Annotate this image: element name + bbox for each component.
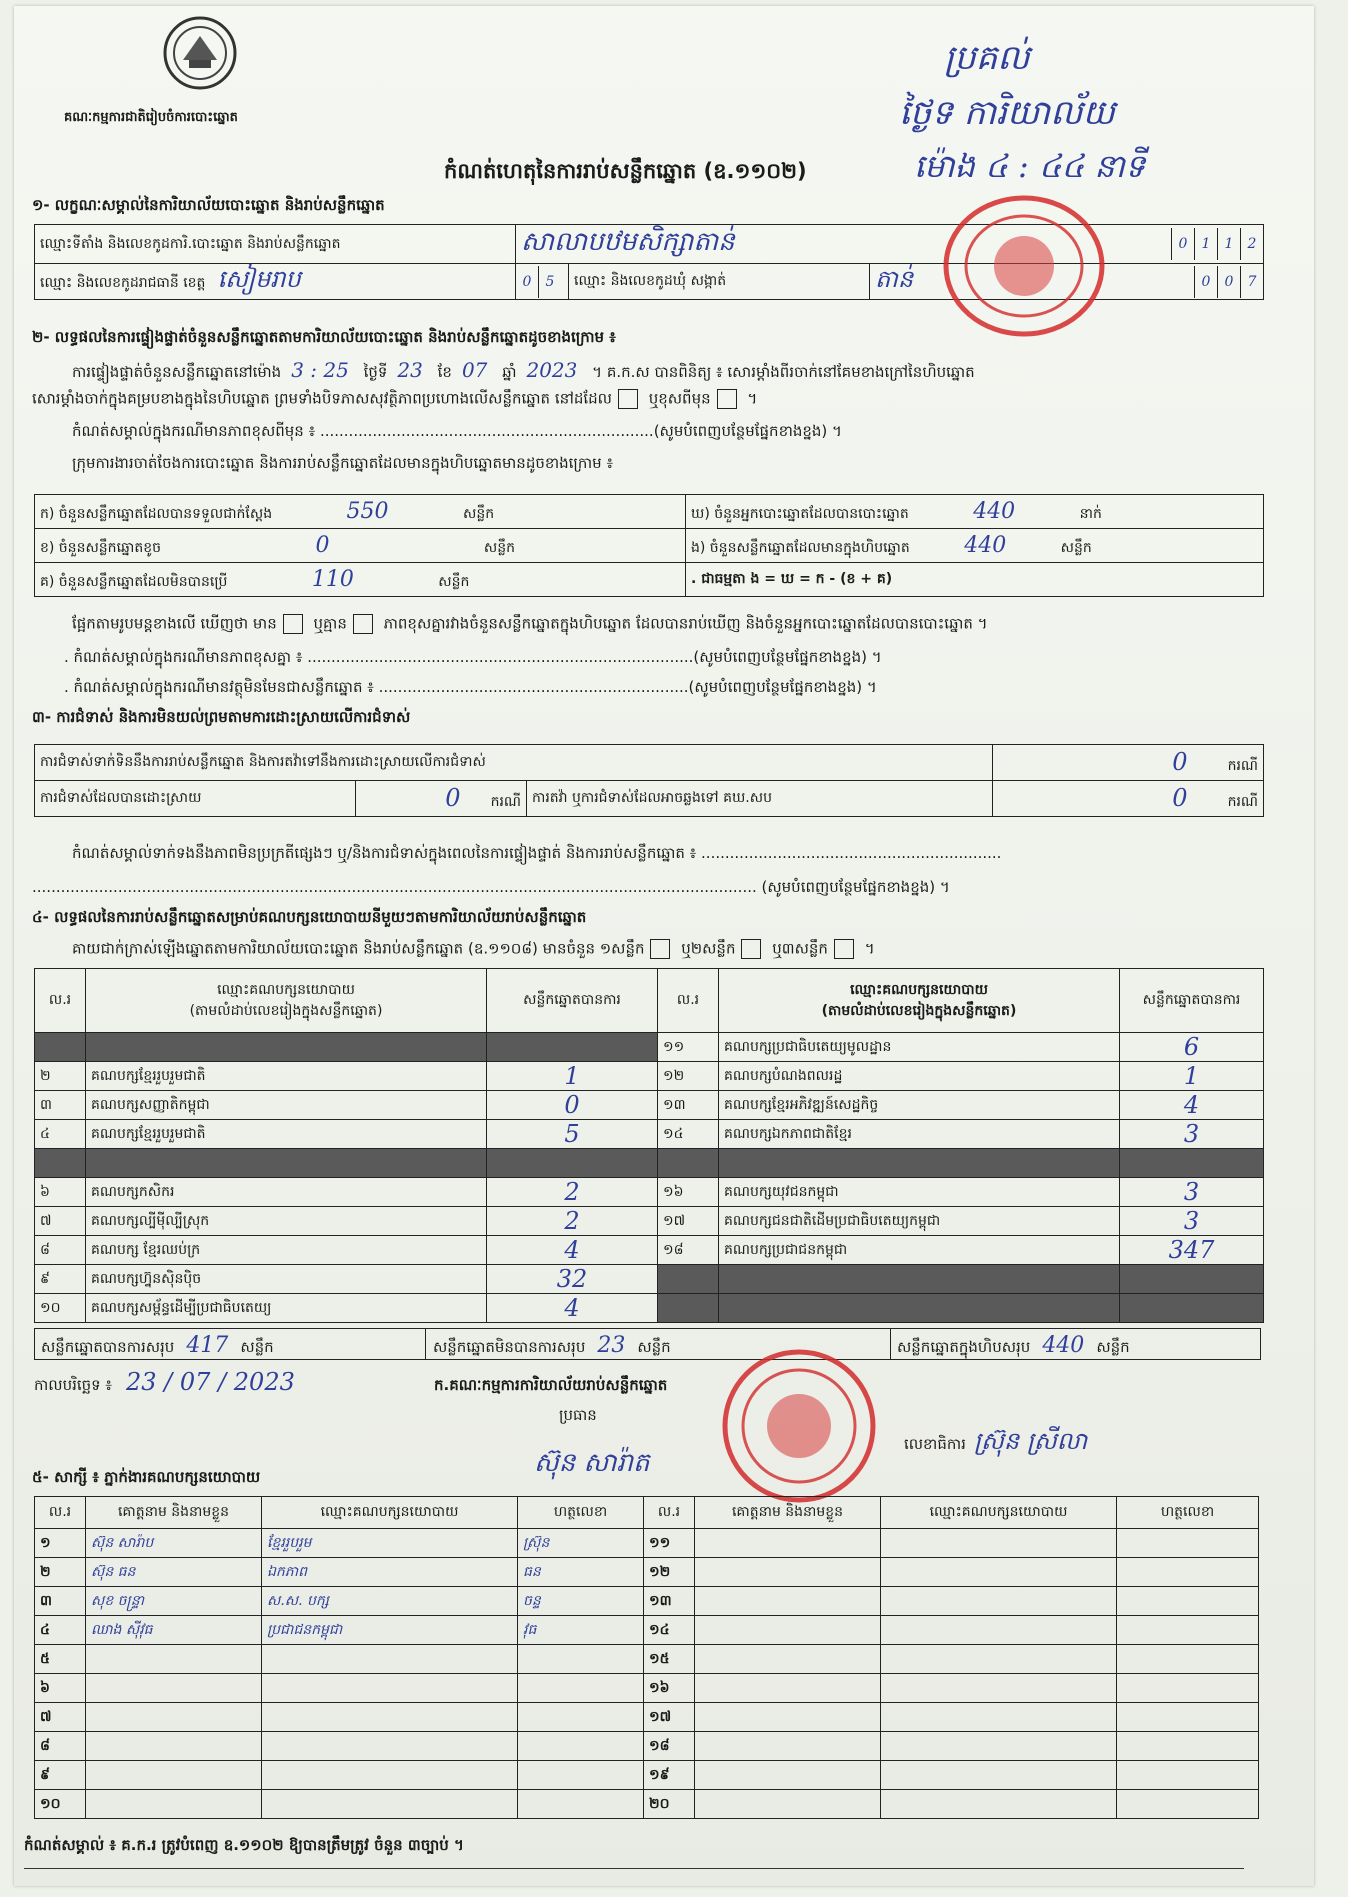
party-votes-cell: 4 [487,1294,658,1323]
witness-name-cell [695,1645,881,1674]
party-votes-cell: 1 [1120,1062,1264,1091]
w-col-sign-right: ហត្ថលេខា [1117,1497,1259,1529]
party-votes-cell: 3 [1120,1207,1264,1236]
witness-row [35,1558,1259,1587]
party-name-cell: គណបក្សខ្មែររួបរួមជាតិ [86,1120,487,1149]
party-row [35,1294,1264,1323]
witness-name-cell [695,1674,881,1703]
party-name-cell: គណបក្សខ្មែររួបរួមជាតិ [86,1062,487,1091]
witness-name-cell [86,1732,262,1761]
witness-no-cell: ៧ [35,1703,86,1732]
witness-party-cell [881,1616,1117,1645]
witness-name-cell [86,1645,262,1674]
total-valid: សន្លឹកឆ្នោតបានការសរុប 417 សន្លឹក [41,1333,274,1358]
party-votes-cell: 4 [487,1236,658,1265]
foreign-object-remark: . កំណត់សម្គាល់ក្នុងករណីមានវត្ថុមិនមែនជាសន្លឹកឆ្នោត ៖ .................................................................(សូមបំពេញបន្ថែមផ្នែកខាងខ្នង) ។ [64,678,877,696]
party-votes-cell: 1 [487,1062,658,1091]
witness-row [35,1732,1259,1761]
witness-no-cell: ៦ [35,1674,86,1703]
received-ballots: ក) ចំនួនសន្លឹកឆ្នោតដែលបានទទួលជាក់ស្ដែង 550 សន្លឹក [35,495,686,529]
witness-sign-cell: ស្រ៊ុន [518,1529,644,1558]
complaints-value: 0 ករណី [993,745,1264,781]
witness-name-cell: ឈាង ស៊ីវុធ [86,1616,262,1645]
party-results-table [34,968,1264,1323]
party-no-cell: ១៨ [658,1236,719,1265]
location-label: ឈ្មោះទីតាំង និងលេខកូដការិ.បោះឆ្នោត និងរាប់សន្លឹកឆ្នោត [35,225,516,264]
witness-no-cell: ១៧ [644,1703,695,1732]
witness-no-cell: ២០ [644,1790,695,1819]
witness-party-cell [881,1674,1117,1703]
party-name-cell: គណបក្សហ្វ៊ុនស៊ិនប៉ិច [86,1265,487,1294]
changed-checkbox[interactable] [717,389,737,409]
witness-party-cell [881,1761,1117,1790]
party-name-cell: គណបក្សយុវជនកម្ពុជា [719,1178,1120,1207]
party-row [35,1236,1264,1265]
commune-value: តាន់ [870,264,1164,300]
party-votes-cell: 2 [487,1178,658,1207]
witness-no-cell: ១ [35,1529,86,1558]
spoiled-ballots: ខ) ចំនួនសន្លឹកឆ្នោតខូច 0 សន្លឹក [35,529,686,563]
witness-no-cell: ៨ [35,1732,86,1761]
party-row [35,1033,1264,1062]
party-votes-cell: 5 [487,1120,658,1149]
party-votes-cell: 347 [1120,1236,1264,1265]
party-name-cell: គណបក្សសញ្ញាតិកម្ពុជា [86,1091,487,1120]
witness-name-cell [695,1703,881,1732]
witness-sign-cell [1117,1674,1259,1703]
witness-sign-cell [518,1790,644,1819]
party-row [35,1207,1264,1236]
witness-table [34,1496,1259,1819]
witness-sign-cell [518,1732,644,1761]
witness-party-cell: ខ្មែររួបរួម [262,1529,518,1558]
lock-check-line: សោរម្ដាំងចាក់ក្នុងគម្របខាងក្នុងនៃហិបឆ្នោត ព្រមទាំងបិទភាសសុវត្ថិភាពប្រហោងលើសន្លឹកឆ្នោត នៅដដែល ឬខុសពីមុន ។ [32,389,758,408]
unused-ballots: គ) ចំនួនសន្លឹកឆ្នោតដែលមិនបានប្រើ 110 សន្លឹក [35,563,686,597]
witness-row [35,1674,1259,1703]
nec-emblem-icon [161,14,239,92]
witness-sign-cell [1117,1558,1259,1587]
w-col-party-left: ឈ្មោះគណបក្សនយោបាយ [262,1497,518,1529]
witness-sign-cell: ធន [518,1558,644,1587]
w-col-name-right: គោត្តនាម និងនាមខ្លួន [695,1497,881,1529]
official-stamp-icon [939,191,1109,341]
witness-name-cell [86,1674,262,1703]
witness-row [35,1790,1259,1819]
witness-sign-cell: វុធ [518,1616,644,1645]
witness-name-cell [695,1558,881,1587]
irregularity-note: កំណត់សម្គាល់ទាក់ទងនឹងភាពមិនប្រក្រតីផ្សេងៗ ឬ/និងការជំទាស់ក្នុងពេលនៃការផ្ទៀងផ្ទាត់ និងការរាប់សន្លឹកឆ្នោត ៖ ............................................................... [72,844,1002,862]
party-votes-cell: 6 [1120,1033,1264,1062]
party-no-cell: ១៣ [658,1091,719,1120]
witness-sign-cell [518,1703,644,1732]
party-no-cell: ១៧ [658,1207,719,1236]
party-name-cell: គណបក្សខ្មែរអភិវឌ្ឍន៍សេដ្ឋកិច្ច [719,1091,1120,1120]
witness-name-cell [86,1703,262,1732]
col-votes-right: សន្លឹកឆ្នោតបានការ [1120,969,1264,1033]
chair-label: ប្រធាន [559,1406,597,1424]
witness-no-cell: ១៤ [644,1616,695,1645]
witness-sign-cell [518,1645,644,1674]
witness-no-cell: ៥ [35,1645,86,1674]
party-votes-cell [487,1033,658,1062]
witness-name-cell [86,1790,262,1819]
witness-no-cell: ១៦ [644,1674,695,1703]
witness-sign-cell [1117,1732,1259,1761]
form-title: កំណត់ហេតុនៃការរាប់សន្លឹកឆ្នោត (ឧ.១១០២) [444,159,807,183]
province-label: ឈ្មោះ និងលេខកូដរាជធានី ខេត្ត សៀមរាប [35,264,516,300]
party-row [35,1178,1264,1207]
witness-row [35,1761,1259,1790]
witness-name-cell: ស៊ុន ធន [86,1558,262,1587]
handwritten-note-1: ប្រគល់ [944,38,1030,78]
party-votes-cell [1120,1265,1264,1294]
difference-check-line: ផ្អែកតាមរូបមន្តខាងលើ ឃើញថា មាន ឬគ្មាន ភាពខុសគ្នារវាងចំនួនសន្លឹកឆ្នោតក្នុងហិបឆ្នោត ដែលបានរាប់ឃើញ និងចំនួនអ្នកបោះឆ្នោតដែលបានបោះឆ្នោត ។ [72,614,988,633]
witness-party-cell [881,1790,1117,1819]
commune-code: 0 0 7 [1163,264,1264,300]
has-difference-checkbox[interactable] [283,614,303,634]
party-name-cell [719,1265,1120,1294]
witness-name-cell: ស៊ុន សារ៉ាប [86,1529,262,1558]
party-no-cell: ១៦ [658,1178,719,1207]
col-party-left: ឈ្មោះគណបក្សនយោបាយ (តាមលំដាប់លេខរៀងក្នុងសន្លឹកឆ្នោត) [86,969,487,1033]
section5-heading: ៥- សាក្សី ៖ ភ្នាក់ងារគណបក្សនយោបាយ [32,1468,261,1486]
complaints-label: ការជំទាស់ទាក់ទិននឹងការរាប់សន្លឹកឆ្នោត និងការតវ៉ាទៅនឹងការដោះស្រាយលើការជំទាស់ [35,745,993,781]
party-name-cell [86,1033,487,1062]
party-no-cell: ១១ [658,1033,719,1062]
party-name-cell: គណបក្សបំណងពលរដ្ឋ [719,1062,1120,1091]
witness-no-cell: ៤ [35,1616,86,1645]
handwritten-note-3: ម៉ោង ៤ : ៤៤ នាទី [914,147,1146,185]
three-sheet-checkbox[interactable] [834,939,854,959]
difference-note-line: កំណត់សម្គាល់ក្នុងករណីមានភាពខុសពីមុន ៖ ......................................................................(សូមបំពេញបន្ថែមផ្នែកខាងខ្នង) ។ [72,422,842,440]
escalated-label: ការតវ៉ា ឬការជំទាស់ដែលអាចឆ្លងទៅ គឃ.សប [527,781,993,817]
witness-row [35,1587,1259,1616]
total-invalid: សន្លឹកឆ្នោតមិនបានការសរុប 23 សន្លឹក [433,1333,671,1358]
witness-name-cell [86,1761,262,1790]
witness-party-cell [881,1732,1117,1761]
witness-name-cell [695,1761,881,1790]
witness-party-cell [881,1645,1117,1674]
party-votes-cell: 2 [487,1207,658,1236]
party-no-cell: ១៤ [658,1120,719,1149]
party-no-cell: ៧ [35,1207,86,1236]
committee-stamp-icon [719,1346,879,1506]
team-line: ក្រុមការងារចាត់ចែងការបោះឆ្នោត និងការរាប់សន្លឹកឆ្នោតដែលមានក្នុងហិបឆ្នោតមានដូចខាងក្រោម ៖ [72,454,614,472]
witness-row [35,1616,1259,1645]
party-no-cell: ៨ [35,1236,86,1265]
party-no-cell [658,1265,719,1294]
witness-party-cell [262,1703,518,1732]
party-name-cell: គណបក្សកសិករ [86,1178,487,1207]
election-form-page [14,6,1314,1886]
witness-name-cell [695,1790,881,1819]
party-no-cell: ៩ [35,1265,86,1294]
party-votes-cell: 32 [487,1265,658,1294]
party-no-cell: ១២ [658,1062,719,1091]
handwritten-note-2: ថ្ងៃទ ការិយាល័យ [899,93,1115,133]
section4-heading: ៤- លទ្ធផលនៃការរាប់សន្លឹកឆ្នោតសម្រាប់គណបក្សនយោបាយនីមួយៗតាមការិយាល័យរាប់សន្លឹកឆ្នោត [32,908,587,926]
party-name-cell: គណបក្សប្រជាធិបតេយ្យមូលដ្ឋាន [719,1033,1120,1062]
witness-sign-cell: ចន្ទ [518,1587,644,1616]
witness-party-cell [262,1761,518,1790]
section1-heading: ១- លក្ខណៈសម្គាល់នៃការិយាល័យបោះឆ្នោត និងរាប់សន្លឹកឆ្នោត [32,196,385,214]
w-col-sign-left: ហត្ថលេខា [518,1497,644,1529]
ballot-count-table [34,494,1264,597]
secretary-line: លេខាធិការ ស្រ៊ុន ស្រីលា [904,1427,1088,1455]
witness-name-cell: សុខ ចន្ទ្រា [86,1587,262,1616]
witness-no-cell: ១៥ [644,1645,695,1674]
witness-no-cell: ១២ [644,1558,695,1587]
witness-sign-cell [1117,1529,1259,1558]
party-name-cell: គណបក្ស ខ្មែរឈប់ក្រ [86,1236,487,1265]
party-name-cell: គណបក្សសម្ព័ន្ធដើម្បីប្រជាធិបតេយ្យ [86,1294,487,1323]
date-line: កាលបរិច្ឆេទ ៖ 23 / 07 / 2023 [34,1368,295,1396]
party-name-cell: គណបក្សល្បីម៉ីល្បីស្រុក [86,1207,487,1236]
witness-row [35,1703,1259,1732]
party-votes-cell [1120,1149,1264,1178]
witness-party-cell [262,1674,518,1703]
voters-count: ឃ) ចំនួនអ្នកបោះឆ្នោតដែលបានបោះឆ្នោត 440 នាក់ [686,495,1264,529]
witness-name-cell [695,1732,881,1761]
w-col-no-left: ល.រ [35,1497,86,1529]
party-row [35,1149,1264,1178]
difference-remark: . កំណត់សម្គាល់ក្នុងករណីមានភាពខុសគ្នា ៖ .................................................................................(សូមបំពេញបន្ថែមផ្នែកខាងខ្នង) ។ [64,648,882,666]
w-col-party-right: ឈ្មោះគណបក្សនយោបាយ [881,1497,1117,1529]
party-name-cell: គណបក្សឯកភាពជាតិខ្មែរ [719,1120,1120,1149]
resolved-label: ការជំទាស់ដែលបានដោះស្រាយ [35,781,356,817]
witness-sign-cell [1117,1616,1259,1645]
witness-no-cell: ១៣ [644,1587,695,1616]
witness-name-cell [695,1616,881,1645]
committee-label: ក.គណៈកម្មការការិយាល័យរាប់សន្លឹកឆ្នោត [434,1376,668,1394]
party-votes-cell [1120,1294,1264,1323]
party-name-cell: គណបក្សប្រជាជនកម្ពុជា [719,1236,1120,1265]
party-no-cell: ៤ [35,1120,86,1149]
escalated-value: 0 ករណី [993,781,1264,817]
witness-no-cell: ៩ [35,1761,86,1790]
location-value: សាលាបឋមសិក្សាតាន់ [516,225,1164,264]
party-name-cell [719,1149,1120,1178]
witness-row [35,1529,1259,1558]
party-row [35,1062,1264,1091]
party-votes-cell: 3 [1120,1178,1264,1207]
party-name-cell: គណបក្សជនជាតិដើមប្រជាធិបតេយ្យកម្ពុជា [719,1207,1120,1236]
party-no-cell: ២ [35,1062,86,1091]
unchanged-checkbox[interactable] [618,389,638,409]
witness-party-cell: ស.ស. បក្ស [262,1587,518,1616]
witness-row [35,1645,1259,1674]
chair-signature: ស៊ុន សារ៉ាត [534,1448,650,1478]
box-ballots: ង) ចំនួនសន្លឹកឆ្នោតដែលមានក្នុងហិបឆ្នោត 440 សន្លឹក [686,529,1264,563]
party-no-cell [658,1149,719,1178]
section2-heading: ២- លទ្ធផលនៃការផ្ទៀងផ្ទាត់ចំនួនសន្លឹកឆ្នោតតាមការិយាល័យបោះឆ្នោត និងរាប់សន្លឹកឆ្នោតដូចខាងក្រោម ៖ [32,328,616,346]
party-votes-cell: 3 [1120,1120,1264,1149]
party-row [35,1091,1264,1120]
col-votes-left: សន្លឹកឆ្នោតបានការ [487,969,658,1033]
no-difference-checkbox[interactable] [353,614,373,634]
commune-label: ឈ្មោះ និងលេខកូដឃុំ សង្កាត់ [569,264,870,300]
witness-name-cell [695,1587,881,1616]
w-col-no-right: ល.រ [644,1497,695,1529]
sheet-count-line: គាយជាក់ក្រាស់ឡើងឆ្នោតតាមការិយាល័យបោះឆ្នោត និងរាប់សន្លឹកឆ្នោត (ឧ.១១០៨) មានចំនួន ១សន្លឹក ឬ២សន្លឹក ឬ៣សន្លឹក ។ [72,939,875,958]
witness-no-cell: ២ [35,1558,86,1587]
witness-name-cell [695,1529,881,1558]
col-no-left: ល.រ [35,969,86,1033]
witness-sign-cell [518,1674,644,1703]
party-no-cell: ១០ [35,1294,86,1323]
resolved-value: 0 ករណី [356,781,527,817]
witness-party-cell: ប្រជាជនកម្ពុជា [262,1616,518,1645]
party-no-cell [35,1149,86,1178]
org-name: គណៈកម្មការជាតិរៀបចំការបោះឆ្នោត [64,110,238,125]
total-in-box: សន្លឹកឆ្នោតក្នុងហិបសរុប 440 សន្លឹក [897,1333,1130,1358]
witness-no-cell: ៣ [35,1587,86,1616]
party-votes-cell: 0 [487,1091,658,1120]
party-no-cell [35,1033,86,1062]
totals-row [34,1328,1261,1360]
witness-sign-cell [1117,1645,1259,1674]
col-party-right: ឈ្មោះគណបក្សនយោបាយ (តាមលំដាប់លេខរៀងក្នុងសន្លឹកឆ្នោត) [719,969,1120,1033]
party-name-cell [719,1294,1120,1323]
party-no-cell: ៣ [35,1091,86,1120]
witness-sign-cell [1117,1703,1259,1732]
party-votes-cell [487,1149,658,1178]
location-code: 0 1 1 2 [1163,225,1264,264]
verification-line: ការផ្ទៀងផ្ទាត់ចំនួនសន្លឹកឆ្នោតនៅម៉ោង 3 : 25 ថ្ងៃទី 23 ខែ 07 ឆ្នាំ 2023 ។ គ.ក.ស បានពិនិត្យ ៖ សោរម្ដាំងពីរចាក់នៅគែមខាងក្រៅនៃហិបឆ្នោត [72,358,975,382]
witness-party-cell [262,1645,518,1674]
province-code: 0 5 [516,264,569,300]
two-sheet-checkbox[interactable] [741,939,761,959]
witness-no-cell: ១១ [644,1529,695,1558]
party-name-cell [86,1149,487,1178]
witness-party-cell [262,1732,518,1761]
party-row [35,1265,1264,1294]
complaints-table [34,744,1264,817]
witness-sign-cell [1117,1761,1259,1790]
witness-sign-cell [518,1761,644,1790]
formula: . ជាធម្មតា ង = ឃ = ក - (ខ + គ) [686,563,1264,597]
witness-party-cell [881,1703,1117,1732]
party-no-cell: ៦ [35,1178,86,1207]
party-no-cell [658,1294,719,1323]
irregularity-note-2: ........................................................................................................................................................ (សូមបំពេញបន្ថែមផ្នែកខាងខ្នង) ។ [32,878,950,896]
one-sheet-checkbox[interactable] [650,939,670,959]
party-row [35,1120,1264,1149]
party-votes-cell: 4 [1120,1091,1264,1120]
witness-no-cell: ១០ [35,1790,86,1819]
witness-sign-cell [1117,1790,1259,1819]
witness-party-cell [881,1587,1117,1616]
witness-party-cell [881,1558,1117,1587]
witness-party-cell [881,1529,1117,1558]
witness-no-cell: ១៩ [644,1761,695,1790]
section3-heading: ៣- ការជំទាស់ និងការមិនយល់ព្រមតាមការដោះស្រាយលើការជំទាស់ [32,708,411,726]
witness-sign-cell [1117,1587,1259,1616]
col-no-right: ល.រ [658,969,719,1033]
witness-party-cell: ឯកភាព [262,1558,518,1587]
w-col-name-left: គោត្តនាម និងនាមខ្លួន [86,1497,262,1529]
footer-note: កំណត់សម្គាល់ ៖ គ.ក.រ ត្រូវបំពេញ ឧ.១១០២ ឱ្យបានត្រឹមត្រូវ ចំនួន ៣ច្បាប់ ។ [24,1836,464,1854]
witness-party-cell [262,1790,518,1819]
witness-no-cell: ១៨ [644,1732,695,1761]
